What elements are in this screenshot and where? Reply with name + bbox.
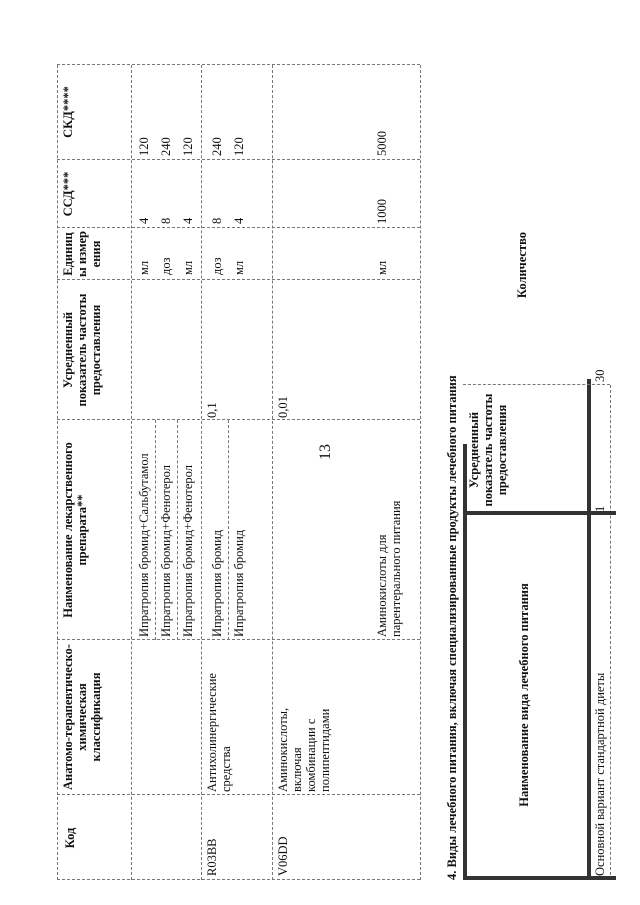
table-top-border (57, 65, 58, 880)
ssd-value: 4 (181, 217, 195, 224)
header-quantity: Количество (515, 231, 529, 299)
header-units: Единицы измерения (61, 231, 103, 277)
drug-name: Ипратропия бромид (210, 529, 224, 637)
header-ssd: ССД*** (61, 171, 75, 217)
header-frequency: Усредненный показатель частоты предоставления (61, 293, 103, 407)
unit: мл (137, 260, 151, 275)
header-frequency: Усредненный показатель частоты предоставления (467, 393, 509, 507)
drug-name: Ипратропия бромид+Сальбутамол (137, 453, 151, 637)
rotated-page-content (55, 50, 635, 880)
row-line (228, 420, 229, 640)
col-line (57, 419, 420, 420)
skd-value: 240 (159, 137, 173, 156)
drug-name: Ипратропия бромид (232, 529, 246, 637)
quantity-value: 30 (593, 369, 607, 382)
header-code: Код (63, 827, 77, 849)
ssd-value: 8 (159, 217, 173, 224)
col-line (57, 227, 420, 228)
header-bottom-border (131, 65, 132, 880)
unit: мл (181, 260, 195, 275)
frequency-value: 0,01 (276, 396, 290, 418)
col-line (57, 64, 420, 65)
header-skd: СКД**** (61, 86, 75, 138)
section-title: 4. Виды лечебного питания, включая специализированные продукты лечебного питания (445, 375, 459, 880)
frequency-value: 0,1 (205, 402, 219, 418)
unit: мл (375, 260, 389, 275)
header-atc: Анатомо-терапевтическо-химическая классификация (61, 644, 103, 790)
unit: доз (210, 257, 224, 275)
skd-value: 120 (137, 137, 151, 156)
atc-code: R03BB (205, 838, 219, 876)
header-bottom-border (587, 379, 591, 880)
page-number: 13 (317, 444, 334, 460)
col-line (57, 159, 420, 160)
atc-class: Аминокислоты, включая комбинации с полипептидами (276, 707, 332, 792)
skd-value: 5000 (375, 131, 389, 156)
col-line (57, 279, 420, 280)
drug-name: Ипратропия бромид+Фенотерол (159, 465, 173, 637)
unit: доз (159, 257, 173, 275)
row-line (177, 420, 178, 640)
col-line (463, 876, 616, 880)
drug-name: Ипратропия бромид+Фенотерол (181, 465, 195, 637)
table-bottom-border (420, 65, 421, 880)
ssd-value: 1000 (375, 199, 389, 224)
ssd-value: 4 (137, 217, 151, 224)
table-bottom-border (610, 385, 611, 880)
skd-value: 120 (181, 137, 195, 156)
atc-class: Антихолинергические средства (205, 673, 233, 792)
col-line (57, 794, 420, 795)
col-line (463, 384, 610, 385)
row-line (201, 65, 202, 880)
atc-code: V06DD (276, 836, 290, 876)
ssd-value: 8 (210, 217, 224, 224)
row-line (272, 65, 273, 880)
frequency-value: 1 (593, 505, 607, 512)
header-drug-name: Наименование лекарственного препарата** (61, 442, 89, 618)
ssd-value: 4 (232, 217, 246, 224)
row-line (155, 420, 156, 640)
unit: мл (232, 260, 246, 275)
col-line (57, 879, 420, 880)
skd-value: 240 (210, 137, 224, 156)
diet-name: Основной вариант стандартной диеты (593, 672, 607, 876)
drug-name: Аминокислоты для парентерального питания (375, 500, 403, 637)
col-line (57, 639, 420, 640)
skd-value: 120 (232, 137, 246, 156)
header-diet-name: Наименование вида лечебного питания (517, 583, 531, 807)
